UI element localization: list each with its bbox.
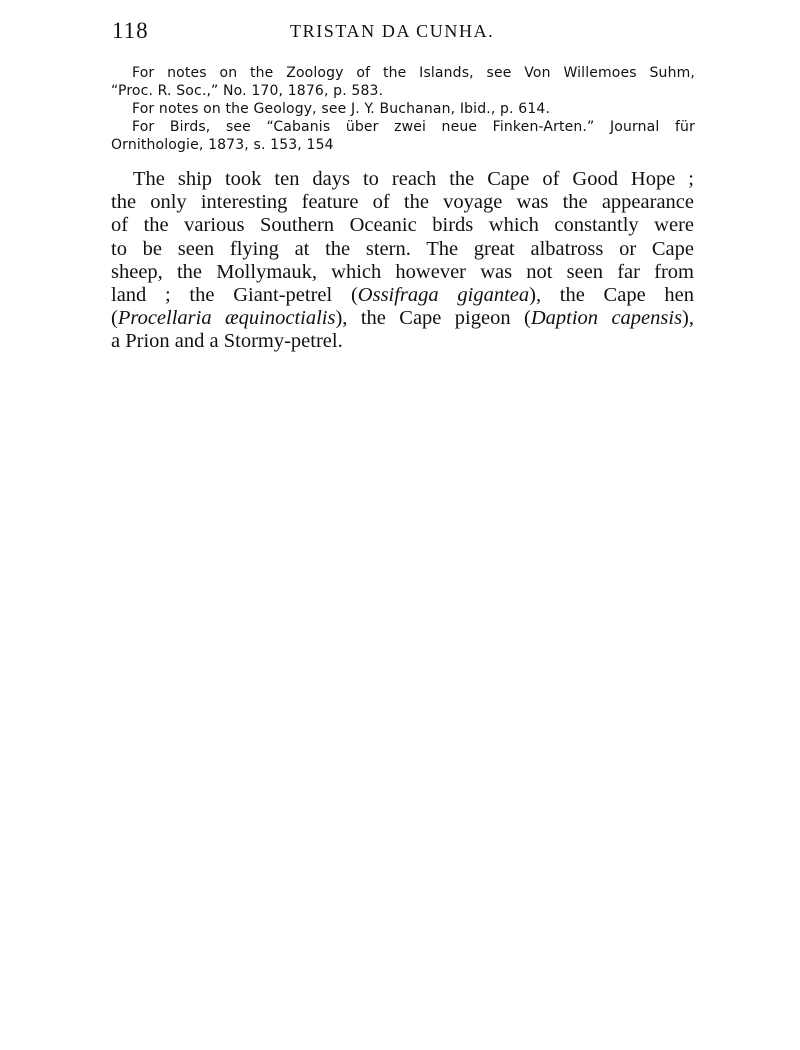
note-zoology-continued: “Proc. R. Soc.,” No. 170, 1876, p. 583. (111, 83, 384, 99)
body-line-5: sheep, the Mollymauk, which however was not seen far from (111, 260, 694, 283)
body-line-1: The ship took ten days to reach the Cape of Good Hope ; (133, 168, 694, 190)
body-line-6-text-a: land ; the Giant-petrel ( (111, 284, 358, 307)
running-title: TRISTAN DA CUNHA. (290, 21, 495, 41)
page-number: 118 (112, 18, 149, 43)
body-line-6-text-b: ), the Cape hen (529, 284, 694, 307)
body-line-7-text-a: ( (111, 307, 118, 330)
body-line-4: to be seen flying at the stern. The great albatross or Cape (111, 237, 694, 260)
body-line-7-text-b: ), the Cape pigeon ( (335, 307, 531, 330)
body-line-6 (111, 284, 694, 307)
species-name-cape-hen: Procellaria æquinoctialis (117, 307, 336, 330)
note-zoology: For notes on the Zoology of the Islands, see Von Willemoes Suhm, (132, 65, 695, 81)
note-birds: For Birds, see “Cabanis über zwei neue Finken-Arten.” Journal für (132, 119, 695, 135)
species-name-cape-pigeon: Daption capensis (530, 307, 683, 330)
page-header (112, 18, 692, 48)
footnotes-block (111, 64, 695, 154)
body-line-2: the only interesting feature of the voyage was the appearance (111, 191, 694, 214)
species-name-giant-petrel: Ossifraga gigantea (357, 284, 530, 307)
note-birds-continued: Ornithologie, 1873, s. 153, 154 (111, 137, 334, 153)
note-geology: For notes on the Geology, see J. Y. Buchanan, Ibid., p. 614. (132, 101, 551, 117)
body-line-7 (111, 307, 694, 330)
body-paragraph (111, 168, 694, 354)
body-line-3: of the various Southern Oceanic birds which constantly were (111, 214, 694, 237)
body-line-8: a Prion and a Stormy-petrel. (111, 330, 343, 353)
body-line-7-text-c: ), (682, 307, 694, 330)
